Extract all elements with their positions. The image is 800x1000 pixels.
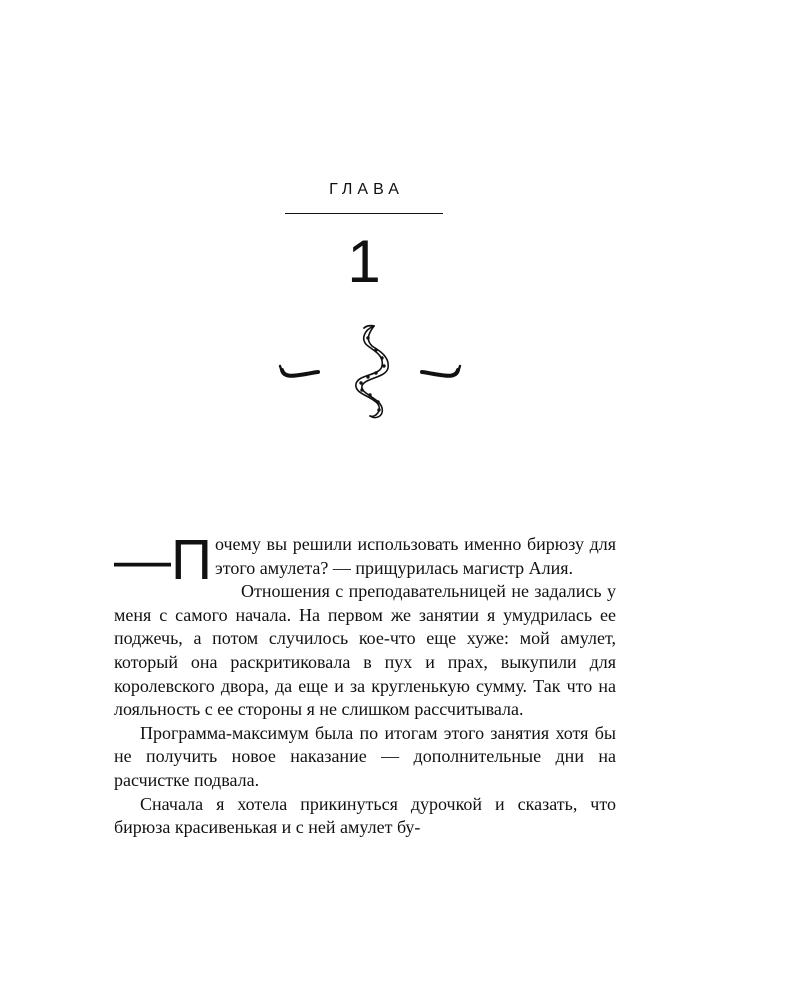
chapter-rule: [285, 213, 443, 214]
body-text: [114, 528, 616, 840]
snake-ornament-icon: [272, 320, 468, 424]
snake: [356, 326, 388, 418]
chapter-number: 1: [347, 228, 381, 295]
dropcap: —П: [114, 528, 212, 592]
right-swash: [422, 370, 458, 376]
paragraph-4: Сначала я хотела прикинуться дурочкой и сказать, что бирюза красивенькая и с ней амулет бу-: [114, 793, 616, 838]
paragraph-1-text: очему вы решили использовать именно бирюзу для этого амулета? — прищурилась магистр Алия.: [214, 534, 616, 578]
paragraph-2: Отношения с преподавательницей не задались у меня с самого начала. На первом же занятии я умудрилась ее поджечь, а потом случилось кое-что еще хуже: мой амулет, который она раскритиковала в пух и прах, выкупили для королевского двора, да еще и за кругленькую сумму. Так что на лояльность с ее стороны я не слишком рассчитывала.: [114, 581, 616, 720]
chapter-label: ГЛАВА: [329, 181, 404, 198]
left-swash: [282, 370, 318, 376]
paragraph-1: [114, 528, 616, 592]
paragraph-3: Программа-максимум была по итогам этого занятия хотя бы не получить новое наказание — дополнительные дни на расчистке подвала.: [114, 722, 616, 790]
